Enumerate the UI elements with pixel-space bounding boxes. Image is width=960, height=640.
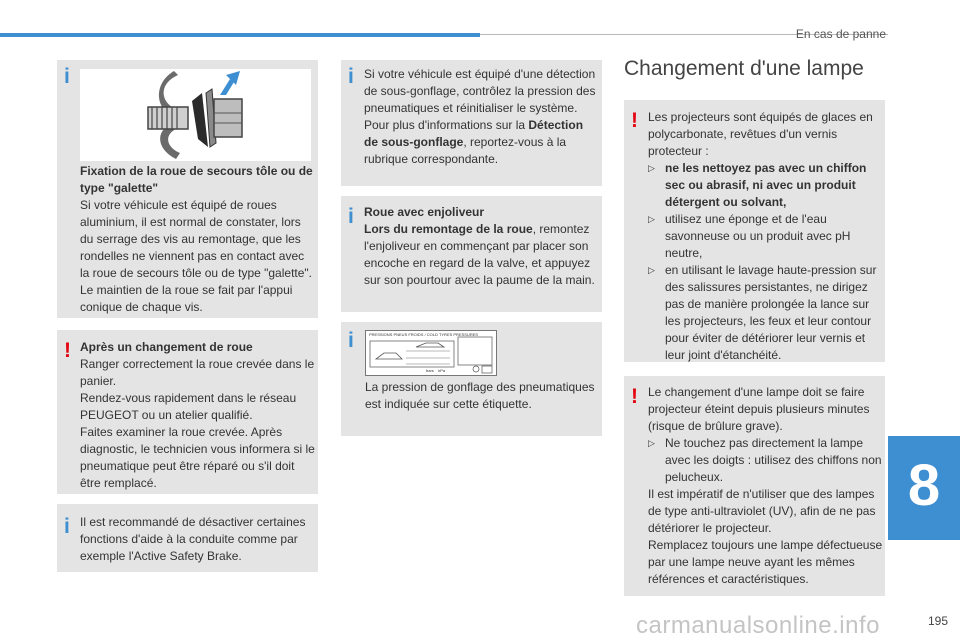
headlights-list — [648, 160, 883, 364]
info-icon: i — [64, 515, 70, 538]
lamp-warning-panel — [624, 376, 885, 596]
list-item: ▷ en utilisant le lavage haute-pression sur des salissures persistantes, ne dirigez pas de manière prolongée la lance sur les projecteurs, les feux et leur contour pour éviter de détériorer leur vernis et leur joint d'étanchéité. — [648, 262, 883, 364]
info-icon: i — [348, 329, 354, 352]
lamp-body: Il est impératif de n'utiliser que des lampes de type anti-ultraviolet (UV), afin de ne pas détériorer le projecteur. Remplacez toujours une lampe défectueuse par une lampe neuve ayant les mêmes références et caractéristiques. — [648, 487, 883, 586]
after-change-title: Après un changement de roue — [80, 340, 253, 354]
recommend-body: Il est recommandé de désactiver certaines fonctions d'aide à la conduite comme par exemple l'Active Safety Brake. — [80, 515, 306, 563]
list-item: ▷ ne les nettoyez pas avec un chiffon sec ou abrasif, ni avec un produit détergent ou solvant, — [648, 160, 883, 211]
page-number: 195 — [927, 614, 948, 628]
pressure-label-footer: bars kPa — [426, 368, 446, 373]
wheel-bolt-drawing — [80, 69, 311, 161]
watermark: carmanualsonline.info — [636, 612, 880, 639]
bolt-info-panel — [57, 60, 318, 318]
warning-icon: ! — [64, 339, 71, 362]
underinflation-body-end: , reportez-vous à la rubrique correspondante. — [364, 135, 567, 166]
underinflation-info-panel — [341, 60, 602, 186]
lamp-list — [648, 435, 883, 486]
info-icon: i — [348, 65, 354, 88]
lamp-intro: Le changement d'une lampe doit se faire projecteur éteint depuis plusieurs minutes (risque de brûlure grave). — [648, 385, 870, 433]
page-title: Changement d'une lampe — [624, 57, 864, 80]
hubcap-subtitle: Lors du remontage de la roue — [364, 222, 533, 236]
hubcap-title: Roue avec enjoliveur — [364, 205, 485, 219]
hubcap-info-panel — [341, 196, 602, 312]
warning-icon: ! — [631, 385, 638, 408]
chapter-tab[interactable] — [888, 436, 960, 540]
wheel-bolt-illustration — [80, 69, 311, 161]
list-item: ▷ Ne touchez pas directement la lampe avec les doigts : utilisez des chiffons non pelucheux. — [648, 435, 883, 486]
after-change-body: Ranger correctement la roue crevée dans le panier. Rendez-vous rapidement dans le réseau PEUGEOT ou un atelier qualifié. Faites examiner la roue crevée. Après diagnostic, le technicien vous informera si le pneumatique peut être réparé ou s'il doit être remplacé. — [80, 357, 315, 490]
underinflation-link[interactable]: Détection de sous-gonflage — [364, 118, 584, 149]
warning-icon: ! — [631, 109, 638, 132]
info-icon: i — [64, 65, 70, 88]
bolt-title: Fixation de la roue de secours tôle ou de type "galette" — [80, 164, 313, 195]
section-title: En cas de panne — [795, 27, 886, 41]
underinflation-body-start: Si votre véhicule est équipé d'une détection de sous-gonflage, contrôlez la pression des pneumatiques et réinitialiser le système. Pour plus d'informations sur la — [364, 67, 596, 132]
pressure-body: La pression de gonflage des pneumatiques est indiquée sur cette étiquette. — [365, 380, 595, 411]
tyre-pressure-label — [365, 330, 497, 376]
chapter-number: 8 — [907, 453, 941, 518]
headlights-intro: Les projecteurs sont équipés de glaces en polycarbonate, revêtues d'un vernis protecteur : — [648, 110, 873, 158]
hubcap-body: , remontez l'enjoliveur en commençant par placer son encoche en regard de la valve, et appuyez sur son pourtour avec la paume de la main. — [364, 222, 595, 287]
pressure-info-panel — [341, 322, 602, 436]
recommend-info-panel — [57, 504, 318, 572]
header-accent-bar — [0, 33, 480, 37]
pressure-label-header: PRESSIONS PNEUS FROIDS / COLD TYRES PRESSURES — [369, 332, 479, 337]
info-icon: i — [348, 205, 354, 228]
headlights-warning-panel — [624, 100, 885, 362]
after-change-warning-panel — [57, 330, 318, 494]
bolt-body: Si votre véhicule est équipé de roues aluminium, il est normal de constater, lors du serrage des vis au remontage, que les rondelles ne viennent pas en contact avec la roue de secours tôle ou de type "galette". Le maintien de la roue se fait par l'appui conique de chaque vis. — [80, 198, 313, 314]
list-item: ▷ utilisez une éponge et de l'eau savonneuse ou un produit avec pH neutre, — [648, 211, 883, 262]
